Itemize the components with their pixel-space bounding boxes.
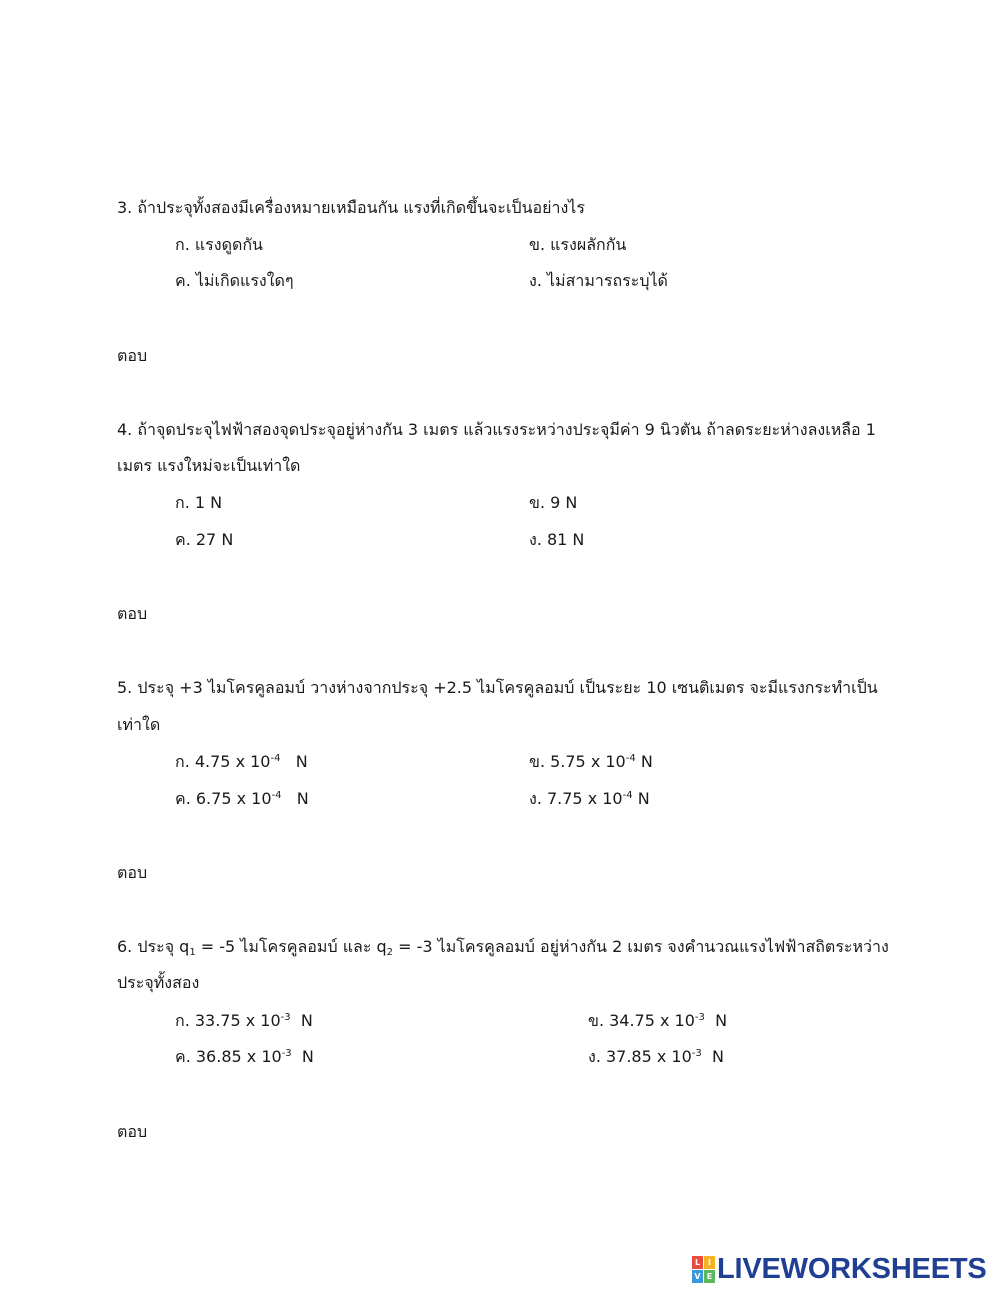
liveworksheets-logo — [692, 1252, 987, 1286]
q5-option-c: ค. 6.75 x $10^{-4}$ N — [175, 789, 309, 808]
q5-answer-label: ตอบ — [117, 863, 148, 882]
q6-answer-label: ตอบ — [117, 1122, 148, 1141]
q4-option-b: ข. 9 N — [529, 493, 578, 512]
q4-option-a: ก. 1 N — [175, 493, 223, 512]
logo-text: LIVEWORKSHEETS — [717, 1252, 987, 1285]
q3-option-d: ง. ไม่สามารถระบุได้ — [529, 271, 668, 290]
logo-mark-icon: L I V E — [692, 1256, 714, 1282]
question-6-stem-line2: ประจุทั้งสอง — [117, 973, 200, 992]
q3-answer-label: ตอบ — [117, 346, 148, 365]
q4-option-d: ง. 81 N — [529, 530, 585, 549]
q5-option-d: ง. 7.75 x $10^{-4}$ N — [529, 789, 650, 808]
question-5-stem-line2: เท่าใด — [117, 715, 161, 734]
question-3-stem: 3. ถ้าประจุทั้งสองมีเครื่องหมายเหมือนกัน แรงที่เกิดขึ้นจะเป็นอย่างไร — [117, 198, 585, 217]
q6-option-a: ก. 33.75 x $10^{-3}$ N — [175, 1011, 313, 1030]
question-6-stem-line1: 6. ประจุ $q_1 = -5$ ไมโครคูลอมบ์ และ $q_2 = -3$ ไมโครคูลอมบ์ อยู่ห่างกัน 2 เมตร จงคำนวณแรงไฟฟ้าสถิตระหว่าง — [117, 937, 889, 958]
q6-option-b: ข. 34.75 x $10^{-3}$ N — [588, 1011, 728, 1030]
q5-option-b: ข. 5.75 x $10^{-4}$ N — [529, 752, 653, 771]
question-5-stem-line1: 5. ประจุ +3 ไมโครคูลอมบ์ วางห่างจากประจุ +2.5 ไมโครคูลอมบ์ เป็นระยะ 10 เซนติเมตร จะมีแรงกระทำเป็น — [117, 678, 878, 697]
q3-option-b: ข. แรงผลักกัน — [529, 235, 627, 254]
q4-answer-label: ตอบ — [117, 604, 148, 623]
q3-option-c: ค. ไม่เกิดแรงใดๆ — [175, 271, 294, 290]
q4-option-c: ค. 27 N — [175, 530, 234, 549]
q5-option-a: ก. 4.75 x $10^{-4}$ N — [175, 752, 308, 771]
q6-option-c: ค. 36.85 x $10^{-3}$ N — [175, 1047, 314, 1066]
question-4-stem-line1: 4. ถ้าจุดประจุไฟฟ้าสองจุดประจุอยู่ห่างกัน 3 เมตร แล้วแรงระหว่างประจุมีค่า 9 นิวตัน ถ้าลดระยะห่างลงเหลือ 1 — [117, 420, 876, 439]
q3-option-a: ก. แรงดูดกัน — [175, 235, 263, 254]
question-4-stem-line2: เมตร แรงใหม่จะเป็นเท่าใด — [117, 456, 301, 475]
q6-option-d: ง. 37.85 x $10^{-3}$ N — [588, 1047, 724, 1066]
